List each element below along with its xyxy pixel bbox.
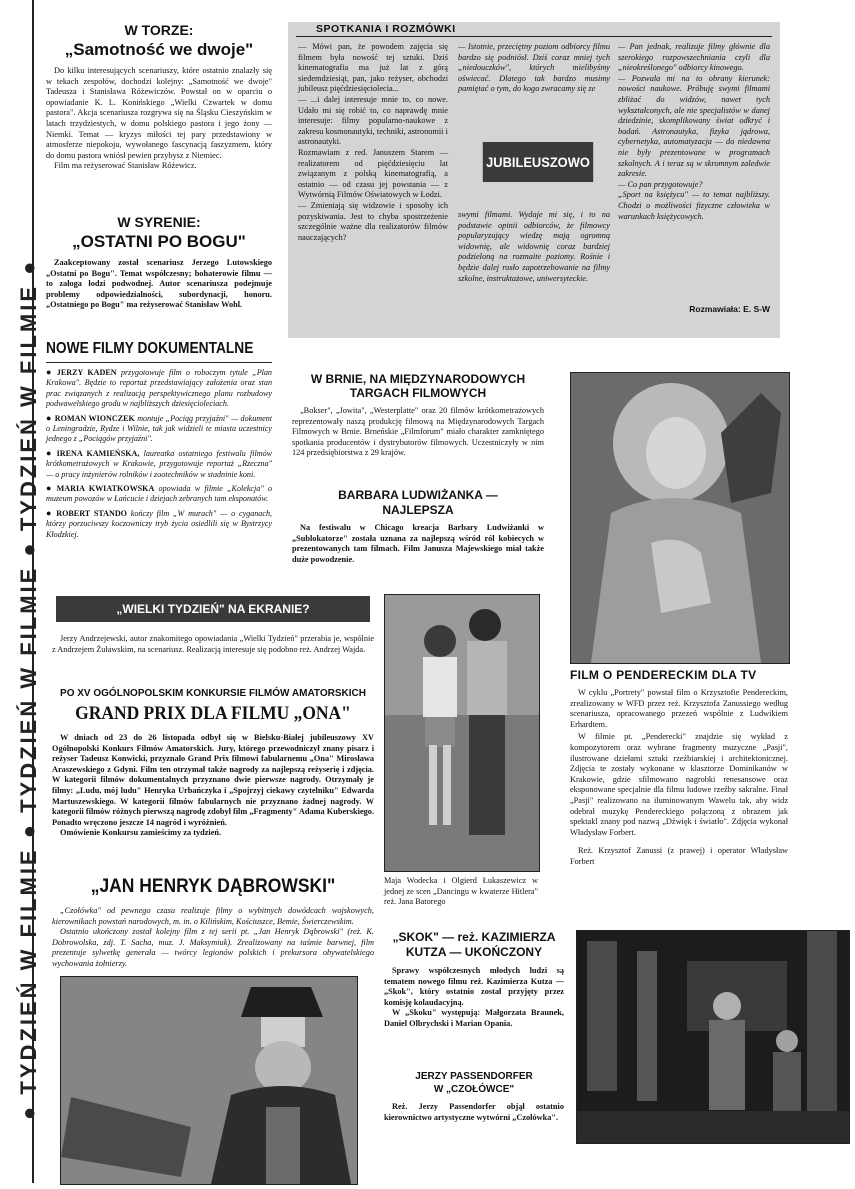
brno-body: „Bokser", „Jowita", „Westerplatte" oraz 20 filmów krótkometrażowych reprezentowały naszą produkcję filmową na Międzynarodowych Targach Filmowych w Brnie. Brneńskie „Filmforum" miało charakter zamkniętego spotkania producentów i dystrybutorów filmowych. Uczestniczyły w nim 124 przedsiębiorstwa z 29 krajów. <box>292 406 544 458</box>
konkurs-kicker: PO XV OGÓLNOPOLSKIM KONKURSIE FILMÓW AMATORSKICH <box>60 688 366 699</box>
skok-p2: W „Skoku" występują: Małgorzata Braunek, Daniel Olbrychski i Marian Opania. <box>384 1008 564 1028</box>
skok-title: „SKOK" — reż. KAZIMIERZA KUTZA — UKOŃCZONY <box>392 930 556 959</box>
konkurs-title: GRAND PRIX DLA FILMU „ONA" <box>75 703 351 724</box>
interview-header: SPOTKANIA I ROZMÓWKI <box>316 23 456 35</box>
dokumentalne-title: NOWE FILMY DOKUMENTALNE <box>46 340 254 357</box>
interview-rule <box>296 36 772 37</box>
photo-couple <box>384 594 540 872</box>
photo-couple-caption: Maja Wodecka i Olgierd Łukaszewicz w jednej ze scen „Dancingu w kwaterze Hitlera" reż. Jana Batorego <box>384 876 538 907</box>
interview-signature: Rozmawiała: E. S-W <box>689 304 770 314</box>
penderecki-caption: Reż. Krzysztof Zanussi (z prawej) i operator Władysław Forbert <box>570 846 788 866</box>
article-skok <box>384 930 564 1030</box>
church-illustration <box>577 931 849 1143</box>
article-dokumentalne <box>46 340 272 543</box>
brno-title: W BRNIE, NA MIĘDZYNARODOWYCH TARGACH FILMOWYCH <box>310 372 526 400</box>
article-penderecki <box>570 668 788 868</box>
wielki-title-bar: „WIELKI TYDZIEŃ" NA EKRANIE? <box>56 596 370 622</box>
photo-general <box>60 976 358 1185</box>
torze-body: Do kilku interesujących scenariuszy, które ostatnio znalazły się w tekach zespołów, dochodzi kolejny: „Samotność we dwoje" Tadeusza i Stanisława Różewiczów. Powstał on w oparciu o opowiadanie K. L. Konińskiego „Wielki Czwartek w domu pastora". Akcja scenariusza rozgrywa się na Śląsku Cieszyńskim w latach trzydziestych, w domu polskiego pastora i jego żony — Niemki. Temat — kryzys miłości tej pary przedstawiony w atmosferze niepokoju, wywołanego fascynacją faszyzmem, który do domu pastora wniósł pewien przybysz z Niemiec. <box>46 66 272 160</box>
dabrowski-title: „JAN HENRYK DĄBROWSKI" <box>90 876 336 897</box>
sidebar-band <box>0 0 41 1183</box>
passendorfer-body: Reż. Jerzy Passendorfer objął ostatnio kierownictwo artystyczne wytwórni „Czołówka". <box>384 1102 564 1122</box>
interview-col3: — Pan jednak, realizuje filmy głównie dla szerokiego rozpowszechniania czyli dla „nieokreślonego" odbiorcy kinowego. — Pozwala mi na to obrany kierunek: nowości naukowe. Próbuję swymi filmami zbliżać do widzów, nawet tych wykształconych, ale nie specjalistów w danej dziedzinie, skomplikowany świat odkryć i badań. Astronautyka, fizyka jądrowa, cybernetyka, automatyzacja — do niedawna nie były prezentowane w programach szkolnych. A i teraz są w skromnym zaledwie zakresie. — Co pan przygotowuje? „Sport na księżycu" — to temat najbliższy. Chodzi o możliwości fizyczne człowieka w warunkach księżycowych. <box>618 42 770 221</box>
penderecki-p2: W filmie pt. „Penderecki" znajdzie się wykład z kompozytorem oraz wybrane fragmenty muzyczne „Pasji", ilustrowane dziełami sztuki rzeźbiarskiej i architektonicznej. Zdjęcia te zostały wykonane w klasztorze Dominikanów w Krakowie, gdzie sfilmowano nagrobki renesansowe oraz eksponowane specjalnie dla filmu ludowe rzeźby sakralne. Finał „Pasji" realizowano na iluminowanym Wawelu tak, aby widz odebrał muzykę Pendereckiego połączoną z obrazem jak spektakl znany pod nazwą „Dźwięk i światło". Zdjęcia wykonał Władysław Forbert. <box>570 732 788 837</box>
couple-illustration <box>385 595 539 871</box>
interview-col1: — Mówi pan, że powodem zajęcia się filmem była nowość tej sztuki. Dziś kinematografia ma już lat z górą siedemdziesiąt, pan, jako reżyser, obchodzi jubileusz pięćdziesięciolecia... — ...i dalej interesuje mnie to, co nowe. Udało mi się robić to, co naprawdę mnie interesuje: filmy popularno-naukowe z zakresu kosmonautyki, techniki, astronomii i astronautyki. Rozmawiam z red. Januszem Starem — realizatorem od pięćdziesięciu lat związanym z polską kinematografią, a ostatnio — od czasu jej powstania — z Wytwórnią Filmów Oświatowych w Łodzi. — Zmieniają się widzowie i sposoby ich pozyskiwania. Jest to chyba spostrzeżenie szczególnie ważne dla realizatorów filmów nauczających? <box>298 42 448 242</box>
photo-statue <box>570 372 790 664</box>
wielki-body: Jerzy Andrzejewski, autor znakomitego opowiadania „Wielki Tydzień" przerabia je, wspólnie z Andrzejem Żuławskim, na scenariusz. Realizacją interesuje się podobno reż. Andrzej Wajda. <box>52 634 374 654</box>
article-passendorfer <box>384 1070 564 1123</box>
skok-p1: Sprawy współczesnych młodych ludzi są tematem nowego filmu reż. Kazimierza Kutza — „Skok", który ostatnio został przyjęty przez komisję kolaudacyjną. <box>384 966 564 1007</box>
dokumentalne-item: ● ROMAN WIONCZEK montuje „Pociąg przyjaźni" — dokument o Leningradzie, Rydze i Wilnie, tak jak widzieli te miasta uczestnicy jednego z „Pociągów przyjaźni". <box>46 412 272 444</box>
photo-penderecki <box>576 930 850 1144</box>
torze-title: „Samotność we dwoje" <box>64 40 254 59</box>
torze-kicker: W TORZE: <box>124 22 194 38</box>
konkurs-body: W dniach od 23 do 26 listopada odbył się w Bielsku-Białej jubileuszowy XV Ogólnopolski Konkurs Filmów Amatorskich. Jury, którego przewodniczył znany pisarz i reżyser Tadeusz Konwicki, przyznało Grand Prix filmowi fabularnemu „Ona" Mirosława Araszewskiego z Gdyni. Film ten otrzymał także nagrody za najlepszą reżyserię i zdjęcia. W kategorii filmów dokumentalnych przyznano dwie pierwsze nagrody. Otrzymały je filmy: „Ludu, mój ludu" Henryka Urbańczyka i „Spojrzyj ciekawy czytelniku" Edwarda Martuszewskiego. W kategorii filmów fabularnych nie przyznano żadnej nagrody. W kategorii filmów różnych pierwszą nagrodę zdobył film „Fragmenty" Adama Kuberskiego. Ponadto wręczono jeszcze 14 nagród i wyróżnień. <box>52 733 375 827</box>
interview-box <box>288 22 780 338</box>
dokumentalne-item: ● MARIA KWIATKOWSKA opowiada w filmie „Kolekcja" o muzeum powozów w Łańcucie i dziejach zebranych tam eksponatów. <box>46 483 273 504</box>
torze-director: Film ma reżyserować Stanisław Różewicz. <box>54 161 197 171</box>
syrenie-title: „OSTATNI PO BOGU" <box>72 232 246 251</box>
penderecki-p1: W cyklu „Portrety" powstał film o Krzysztofie Pendereckim, zrealizowany w WFD przez reż. Krzysztofa Zanussiego według scenariusza, opracowanego przezeń wspólnie z Ludwikiem Erhardtem. <box>570 688 788 729</box>
article-wielki <box>52 634 374 655</box>
dabrowski-p2: Ostatnio ukończony został kolejny film z tej serii pt. „Jan Henryk Dąbrowski" (reż. K. Dobrowolska, zdj. T. Sacha, muz. J. Maksymiuk). Zrealizowany na taśmie barwnej, film prezentuje sylwetkę generała — twórcy legionów polskich i prekursora obywatelskiego wychowania żołnierzy. <box>52 927 374 968</box>
statue-illustration <box>571 373 789 663</box>
dokumentalne-item: ● JERZY KADEN przygotowuje film o roboczym tytule „Plan Krakowa". Będzie to reportaż przedstawiający założenia oraz stan prac związanych z realizacją perspektywicznego planu rozbudowy podwawelskiego grodu w najbliższych dziesięcioleciach. <box>46 367 272 409</box>
ludwizanka-title: BARBARA LUDWIŻANKA — NAJLEPSZA <box>338 488 498 517</box>
dokumentalne-item: ● ROBERT STANDO kończy film „W murach" — o cyganach, którzy porzuciwszy koczowniczy tryb życia osiedlili się w Bystrzycy Kłodzkiej. <box>46 507 273 539</box>
konkurs-footer: Omówienie Konkursu zamieścimy za tydzień. <box>60 828 222 838</box>
article-torze <box>46 22 272 172</box>
article-brno <box>292 372 544 459</box>
article-ludwizanka <box>292 488 544 565</box>
sidebar-text: ● TYDZIEŃ W FILMIE ● TYDZIEŃ W FILMIE ● TYDZIEŃ W FILMIE ● <box>16 258 41 1120</box>
dokumentalne-rule <box>46 362 272 363</box>
article-konkurs <box>52 688 374 839</box>
general-illustration <box>61 977 357 1184</box>
interview-badge: JUBILEUSZOWO <box>483 142 593 182</box>
ludwizanka-body: Na festiwalu w Chicago kreacja Barbary Ludwiżanki w „Sublokatorze" została uznana za najlepszą wśród ról kobiecych w prezentowanych tam filmach. Film Janusza Majewskiego miał także duże powodzenie. <box>292 523 544 564</box>
interview-col2-bottom: swymi filmami. Wydaje mi się, i to na podstawie opinii odbiorców, że filmowcy popularyzujący wiedzę mają ogromną widownię, ale widownię coraz bardziej podzieloną na rozmaite poziomy. Rośnie i będzie dalej rosło zapotrzebowanie na filmy szkolne, instruktażowe, uniwersyteckie. <box>458 210 610 283</box>
dabrowski-p1: „Czołówka" od pewnego czasu realizuje filmy o wybitnych dowódcach wojskowych, kierownikach powstań narodowych, m. in. o Kilińskim, Kościuszce, Bemie, Świerczewskim. <box>52 906 374 926</box>
article-dabrowski <box>52 876 374 970</box>
syrenie-kicker: W SYRENIE: <box>117 214 201 230</box>
article-syrenie <box>46 214 272 311</box>
dokumentalne-item: ● IRENA KAMIEŃSKA, laureatka ostatniego festiwalu filmów krótkometrażowych w Krakowie, przygotowuje reportaż „Rzeczna" — o pracy inżynierów rolników i zootechników w stadninie koni. <box>46 447 273 479</box>
dokumentalne-list <box>46 367 272 540</box>
interview-col2-top: — Istotnie, przeciętny poziom odbiorcy filmu bardzo się podniósł. Dziś coraz mniej tych „niedouczków", których mielibyśmy oświecać. Dlatego tak bardzo musimy pamiętać o tym, do kogo zwracamy się ze <box>458 42 610 94</box>
penderecki-title: FILM O PENDERECKIM DLA TV <box>570 668 757 682</box>
syrenie-body: Zaakceptowany został scenariusz Jerzego Lutowskiego „Ostatni po Bogu". Temat współczesny; bohaterowie filmu — to załoga łodzi podwodnej. Autor scenariusza podejmuje problemy odpowiedzialności, subordynacji, honoru. „Ostatniego po Bogu" ma reżyserować Stanisław Wohl. <box>46 258 272 310</box>
passendorfer-title: JERZY PASSENDORFER W „CZOŁÓWCE" <box>415 1071 533 1095</box>
